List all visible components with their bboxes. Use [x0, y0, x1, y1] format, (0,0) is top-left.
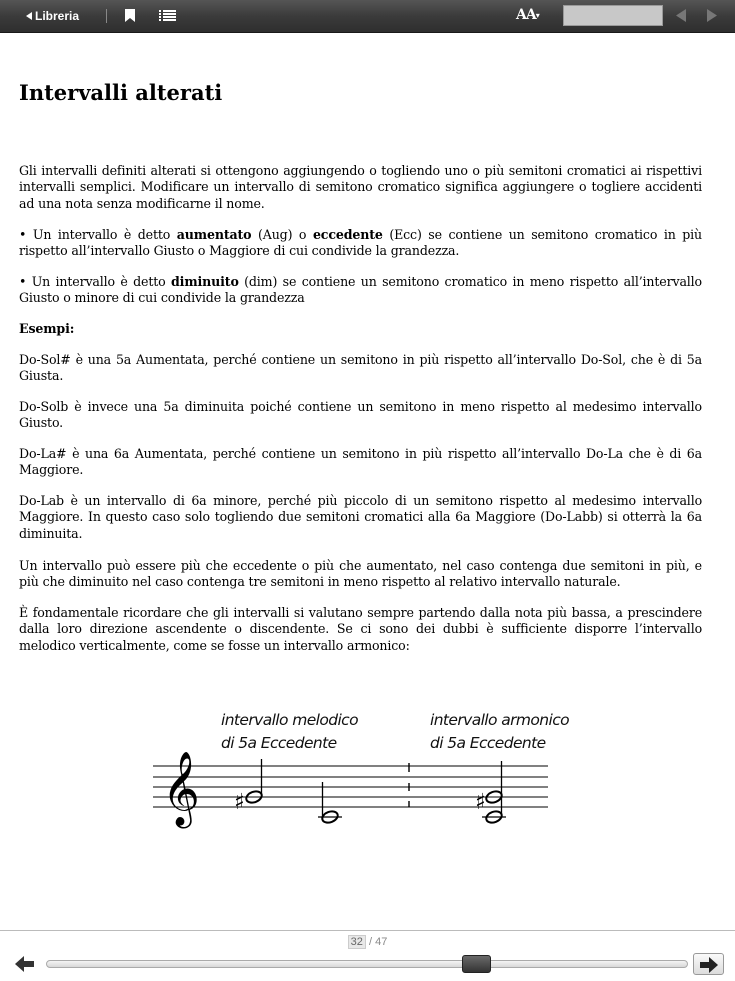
fundamental-paragraph: È fondamentale ricordare che gli intervalli si valutano sempre partendo dalla nota più bassa, a prescindere dalla loro direzione ascendente o discendente. Se ci sono dei dubbi è sufficiente disporre l’intervallo melodico verticalmente, come se fosse un intervallo armonico: [19, 605, 702, 653]
music-example-figure [150, 705, 570, 830]
page-title: Intervalli alterati [19, 80, 223, 105]
previous-result-icon[interactable] [676, 9, 686, 22]
harmonic-label-line1: intervallo armonico [430, 711, 569, 729]
example-4: Do-Lab è un intervallo di 6a minore, perché più piccolo di un semitono rispetto al medesimo intervallo Maggiore. In questo caso solo togliendo due semitoni cromatici alla 6a Maggiore (Do-Labb) si otterrà la 6a diminuita. [19, 493, 702, 541]
svg-text:♯: ♯ [234, 790, 245, 815]
diminished-definition [19, 274, 702, 307]
term-diminuito: diminuito [171, 274, 239, 289]
text-fragment: • Un intervallo è detto [19, 274, 172, 289]
music-staff [150, 705, 570, 830]
intro-paragraph: Gli intervalli definiti alterati si ottengono aggiungendo o togliendo uno o più semitoni cromatici ai rispettivi intervalli semplici. Modificare un intervallo di semitono cromatico significa aggiungere o togliere accidenti ad una nota senza modificarne il nome. [19, 163, 702, 211]
melodic-label-line2: di 5a Eccedente [221, 734, 337, 752]
svg-text:♯: ♯ [475, 790, 486, 815]
footer-divider [0, 930, 735, 931]
svg-text:𝄞: 𝄞 [162, 752, 200, 826]
more-than-paragraph: Un intervallo può essere più che eccedente o più che aumentato, nel caso contenga due semitoni in più, e più che diminuito nel caso contenga tre semitoni in meno rispetto al relativo intervallo naturale. [19, 558, 702, 590]
augmented-definition [19, 227, 702, 260]
forward-button[interactable] [693, 953, 724, 975]
example-2: Do-Solb è invece una 5a diminuita poiché contiene un semitono in meno rispetto al medesimo intervallo Giusto. [19, 399, 702, 431]
melodic-label-line1: intervallo melodico [221, 711, 358, 729]
next-result-icon[interactable] [707, 9, 717, 22]
page-slider-thumb[interactable] [462, 955, 491, 973]
toolbar-divider [106, 9, 107, 23]
text-fragment: (Ecc) se contiene un semitono cromatico in più rispetto all’intervallo Giusto o Maggiore di cui condivide la grandezza. [19, 227, 702, 259]
forward-arrow-icon [694, 954, 725, 976]
library-label: Libreria [35, 9, 80, 23]
back-arrow-icon [26, 12, 32, 20]
examples-heading-text: Esempi: [19, 321, 75, 336]
example-1: Do-Sol# è una 5a Aumentata, perché contiene un semitono in più rispetto all’intervallo Do-Sol, che è di 5a Giusta. [19, 352, 702, 384]
font-size-label: AA [516, 7, 536, 23]
current-page[interactable]: 32 [348, 935, 366, 949]
font-size-button[interactable] [516, 7, 539, 23]
example-3: Do-La# è una 6a Aumentata, perché contiene un semitono in più rispetto all’intervallo Do-La che è di 6a Maggiore. [19, 446, 702, 478]
library-back-button[interactable] [26, 8, 79, 24]
harmonic-label-line2: di 5a Eccedente [430, 734, 546, 752]
page-slider-track[interactable] [46, 960, 688, 968]
total-pages: / 47 [368, 936, 388, 948]
text-fragment: • Un intervallo è detto [19, 227, 177, 242]
page-indicator [0, 936, 735, 948]
back-arrow-icon[interactable] [15, 956, 35, 972]
text-fragment: (dim) se contiene un semitono cromatico in meno rispetto all’intervallo Giusto o minore di cui condivide la grandezza [19, 274, 702, 306]
text-fragment: (Aug) o [251, 227, 313, 242]
top-toolbar [0, 0, 735, 33]
bookmark-icon[interactable] [125, 9, 135, 22]
chevron-down-icon: ▾ [535, 10, 539, 20]
term-eccedente: eccedente [312, 227, 383, 242]
search-input[interactable] [563, 5, 663, 26]
table-of-contents-icon[interactable] [159, 10, 176, 21]
examples-heading [19, 321, 702, 337]
term-aumentato: aumentato [176, 227, 252, 242]
